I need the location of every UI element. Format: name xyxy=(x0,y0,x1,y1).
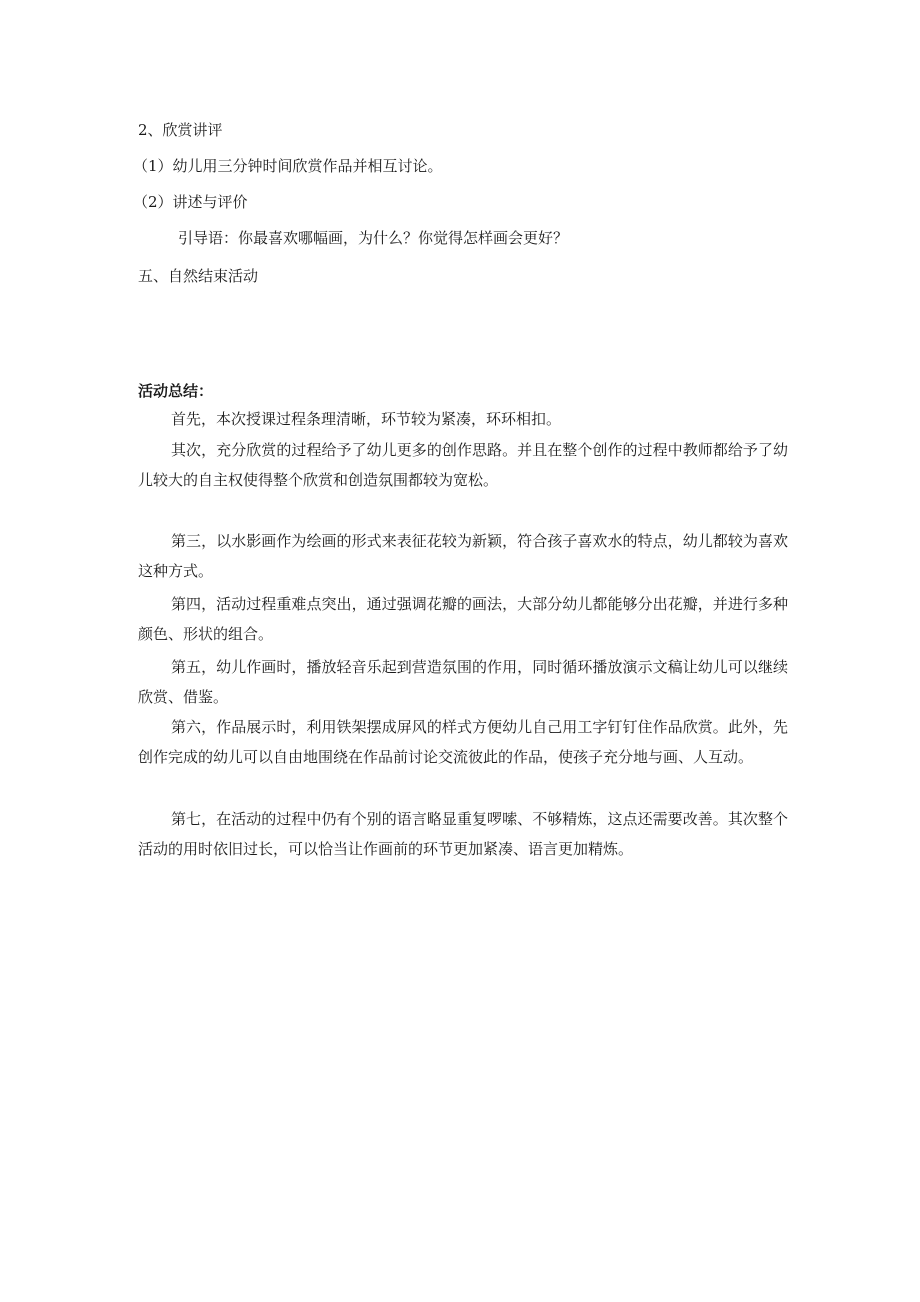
summary-paragraph-2: 其次，充分欣赏的过程给予了幼儿更多的创作思路。并且在整个创作的过程中教师都给予了幼儿较大的自主权使得整个欣赏和创造氛围都较为宽松。 xyxy=(138,441,788,489)
summary-paragraph-7: 第七，在活动的过程中仍有个别的语言略显重复啰嗦、不够精炼，这点还需要改善。其次整个活动的用时依旧过长，可以恰当让作画前的环节更加紧凑、语言更加精炼。 xyxy=(138,810,788,858)
list-item-evaluation: （2）讲述与评价 xyxy=(133,193,248,211)
summary-paragraph-4: 第四，活动过程重难点突出，通过强调花瓣的画法，大部分幼儿都能够分出花瓣，并进行多种颜色、形状的组合。 xyxy=(138,595,788,643)
summary-paragraph-3: 第三，以水影画作为绘画的形式来表征花较为新颖，符合孩子喜欢水的特点，幼儿都较为喜欢这种方式。 xyxy=(138,532,788,580)
summary-paragraph-6: 第六，作品展示时，利用铁架摆成屏风的样式方便幼儿自己用工字钉钉住作品欣赏。此外，先创作完成的幼儿可以自由地围绕在作品前讨论交流彼此的作品，使孩子充分地与画、人互动。 xyxy=(138,718,788,766)
list-item-discussion: （1）幼儿用三分钟时间欣赏作品并相互讨论。 xyxy=(133,157,443,175)
section-heading-appreciation: 2、欣赏讲评 xyxy=(138,121,223,139)
summary-title: 活动总结： xyxy=(138,382,214,400)
guide-question: 引导语：你最喜欢哪幅画，为什么？你觉得怎样画会更好？ xyxy=(178,229,569,247)
summary-paragraph-1: 首先，本次授课过程条理清晰，环节较为紧凑，环环相扣。 xyxy=(171,410,562,428)
section-heading-ending: 五、自然结束活动 xyxy=(138,267,259,285)
summary-paragraph-5: 第五，幼儿作画时，播放轻音乐起到营造氛围的作用，同时循环播放演示文稿让幼儿可以继续欣赏、借鉴。 xyxy=(138,658,788,706)
